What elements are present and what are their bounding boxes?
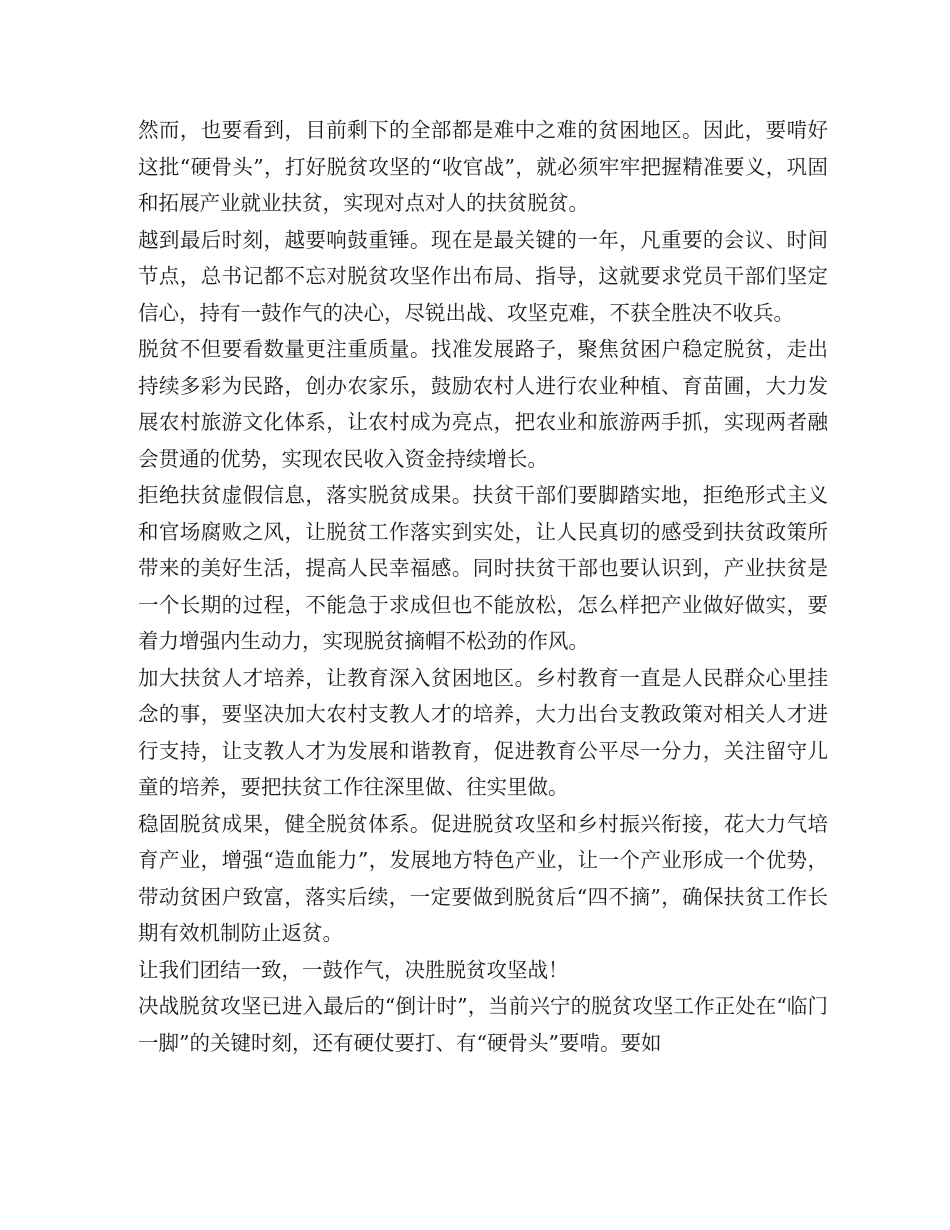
paragraph: 让我们团结一致，一鼓作气，决胜脱贫攻坚战！: [138, 957, 569, 982]
paragraph: 拒绝扶贫虚假信息，落实脱贫成果。扶贫干部们要脚踏实地，拒绝形式主义和官场腐败之风，让脱贫工作落实到实处，让人民真切的感受到扶贫政策所带来的美好生活，提高人民幸福感。同时扶贫干部也要认识到，产业扶贫是一个长期的过程，不能急于求成但也不能放松，怎么样把产业做好做实，要着力增强内生动力，实现脱贫摘帽不松劲的作风。: [138, 483, 828, 653]
document-body: [138, 112, 828, 1061]
paragraph: 脱贫不但要看数量更注重质量。找准发展路子，聚焦贫困户稳定脱贫，走出持续多彩为民路，创办农家乐，鼓励农村人进行农业种植、育苗圃，大力发展农村旅游文化体系，让农村成为亮点，把农业和旅游两手抓，实现两者融会贯通的优势，实现农民收入资金持续增长。: [138, 337, 828, 471]
paragraph: 稳固脱贫成果，健全脱贫体系。促进脱贫攻坚和乡村振兴衔接，花大力气培育产业，增强“造血能力”，发展地方特色产业，让一个产业形成一个优势，带动贫困户致富，落实后续，一定要做到脱贫后“四不摘”，确保扶贫工作长期有效机制防止返贫。: [138, 811, 828, 945]
paragraph: 决战脱贫攻坚已进入最后的“倒计时”，当前兴宁的脱贫攻坚工作正处在“临门一脚”的关键时刻，还有硬仗要打、有“硬骨头”要啃。要如: [138, 994, 828, 1055]
paragraph: 加大扶贫人才培养，让教育深入贫困地区。乡村教育一直是人民群众心里挂念的事，要坚决加大农村支教人才的培养，大力出台支教政策对相关人才进行支持，让支教人才为发展和谐教育，促进教育公平尽一分力，关注留守儿童的培养，要把扶贫工作往深里做、往实里做。: [138, 665, 828, 799]
paragraph: 然而，也要看到，目前剩下的全部都是难中之难的贫困地区。因此，要啃好这批“硬骨头”，打好脱贫攻坚的“收官战”，就必须牢牢把握精准要义，巩固和拓展产业就业扶贫，实现对点对人的扶贫脱贫。: [138, 118, 828, 215]
paragraph: 越到最后时刻，越要响鼓重锤。现在是最关键的一年，凡重要的会议、时间节点，总书记都不忘对脱贫攻坚作出布局、指导，这就要求党员干部们坚定信心，持有一鼓作气的决心，尽锐出战、攻坚克难，不获全胜决不收兵。: [138, 227, 828, 325]
